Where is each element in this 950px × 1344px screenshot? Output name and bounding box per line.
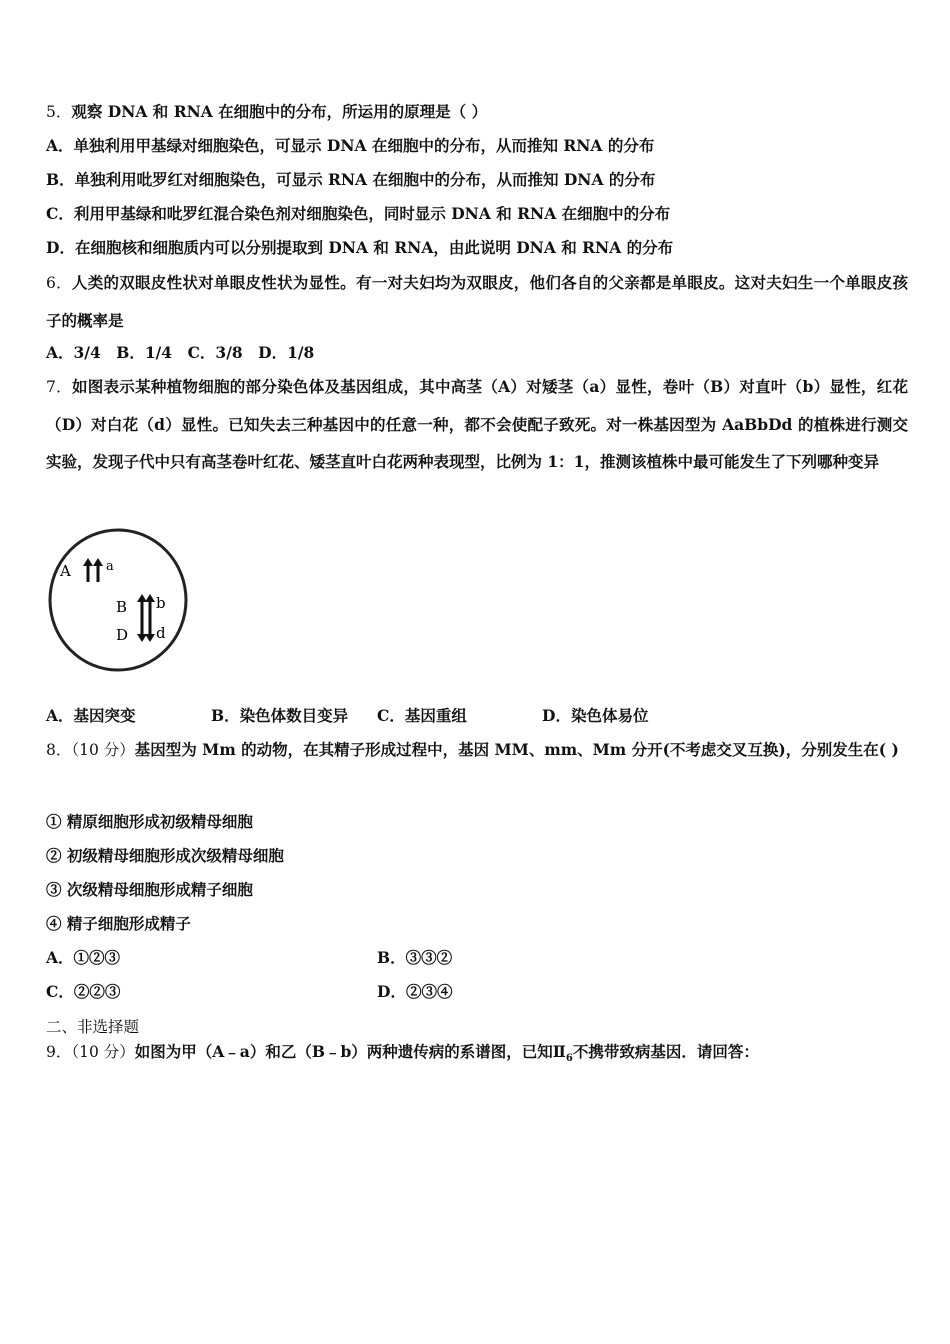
q9-subscript: 6 [565,1053,573,1065]
q6-text: 人类的双眼皮性状对单眼皮性状为显性。有一对夫妇均为双眼皮，他们各自的父亲都是单眼皮。这对夫妇生一个单眼皮孩子的概率是 [46,273,908,330]
q9-text-before: 如图为甲（A﹣a）和乙（B﹣b）两种遗传病的系谱图，已知Ⅱ [134,1042,566,1061]
q9-score: （10 分） [71,1043,135,1061]
q6-stem [46,264,908,339]
chromosome-bd-left-tip-bottom [137,634,147,642]
cell-diagram [46,522,190,674]
chromosome-bd-right-tip-top [145,594,155,602]
q8-stem [46,731,908,769]
q7-number: 7． [46,378,72,396]
q6-options: A．3/4 B．1/4 C．3/8 D．1/8 [46,343,315,362]
chromosome-cell-figure [46,522,190,674]
q8-option-c: C．②②③ [46,982,121,1001]
q5-option-b: B．单独利用吡罗红对细胞染色，可显示 RNA 在细胞中的分布，从而推知 DNA 的分布 [46,170,656,189]
q9-text-after: 不携带致病基因．请回答： [572,1042,759,1061]
label-D: D [116,626,129,644]
section-title: 二、非选择题 [46,1018,140,1036]
q7-option-c: C．基因重组 [377,706,467,725]
q7-text: 如图表示某种植物细胞的部分染色体及基因组成，其中高茎（A）对矮茎（a）显性，卷叶（B）对直叶（b）显性，红花（D）对白花（d）显性。已知失去三种基因中的任意一种，都不会使配子致死。对一株基因型为 AaBbDd 的植株进行测交实验，发现子代中只有高茎卷叶红花、矮茎直叶白花两种表现型，比例为 1：1，推测该植株中最可能发生了下列哪种变异 [46,377,908,471]
q7-option-b: B．染色体数目变异 [211,706,349,725]
label-B: B [116,598,128,616]
chromosome-bd-right-tip-bottom [145,634,155,642]
q8-number: 8． [46,741,72,759]
q5-stem [46,101,487,123]
q5-number: 5． [46,103,72,121]
q8-option-b: B．③③② [377,948,453,967]
q8-step-1: ① 精原细胞形成初级精母细胞 [46,812,253,831]
chromosome-bd-left-tip-top [137,594,147,602]
q8-option-d: D．②③④ [377,982,453,1001]
q8-score: （10 分） [71,741,135,759]
q8-text: 基因型为 Mm 的动物，在其精子形成过程中，基因 MM、mm、Mm 分开(不考虑交叉互换)，分别发生在( ) [134,740,899,759]
q8-step-4: ④ 精子细胞形成精子 [46,914,191,933]
label-d: d [156,624,166,642]
q5-text: 观察 DNA 和 RNA 在细胞中的分布，所运用的原理是（ ） [71,102,488,121]
q8-step-3: ③ 次级精母细胞形成精子细胞 [46,880,253,899]
q8-option-a: A．①②③ [46,948,121,967]
label-a: a [106,559,114,574]
q7-stem [46,368,908,480]
q6-number: 6． [46,274,72,292]
q5-option-d: D．在细胞核和细胞质内可以分别提取到 DNA 和 RNA，由此说明 DNA 和 RNA 的分布 [46,238,674,257]
chromosome-a-right-tip [93,558,103,566]
label-b: b [156,594,166,612]
q9-stem [46,1041,759,1070]
q9-number: 9． [46,1043,72,1061]
q5-option-c: C．利用甲基绿和吡罗红混合染色剂对细胞染色，同时显示 DNA 和 RNA 在细胞中的分布 [46,204,671,223]
q7-option-d: D．染色体易位 [542,706,649,725]
q7-option-a: A．基因突变 [46,706,136,725]
label-A: A [60,562,71,580]
q8-step-2: ② 初级精母细胞形成次级精母细胞 [46,846,284,865]
q5-option-a: A．单独利用甲基绿对细胞染色，可显示 DNA 在细胞中的分布，从而推知 RNA 的分布 [46,136,655,155]
chromosome-a-left-tip [83,558,93,566]
